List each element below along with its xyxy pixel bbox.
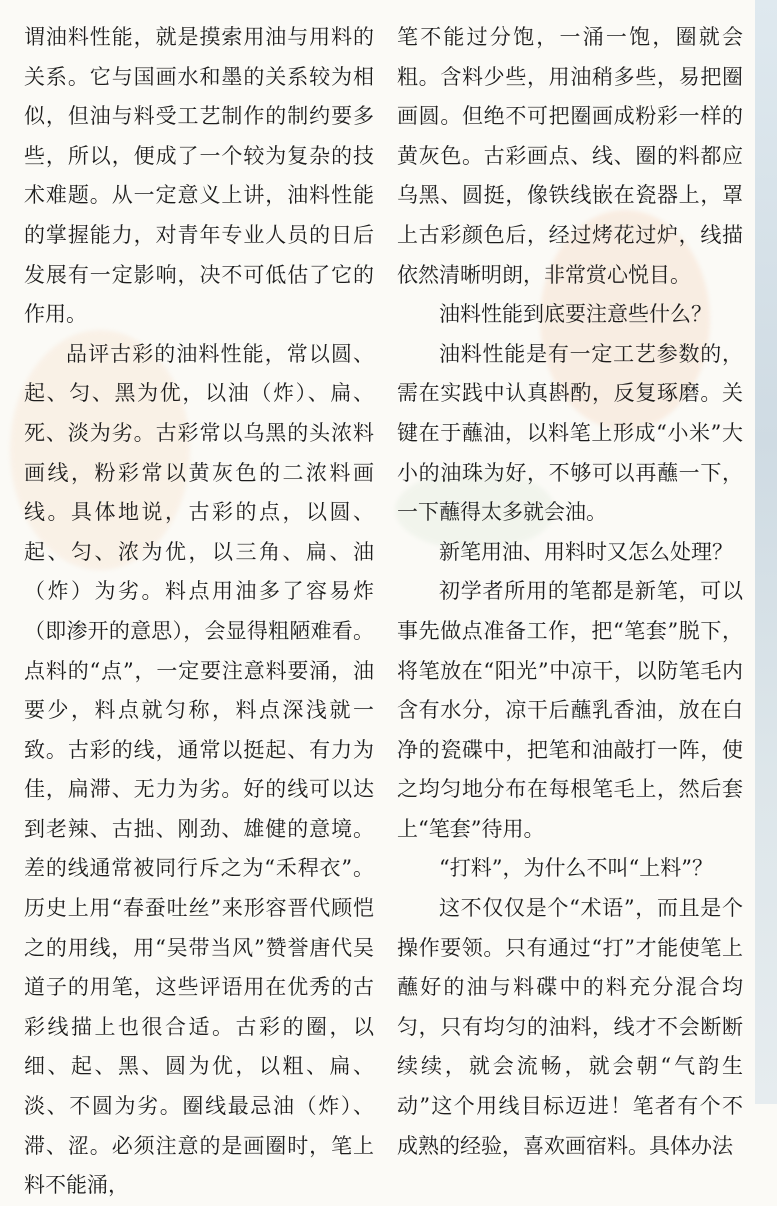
paragraph: 初学者所用的笔都是新笔，可以事先做点准备工作，把“笔套”脱下，将笔放在“阳光”中凉干，以防笔毛内含有水分，凉干后蘸乳香油，放在白净的瓷碟中，把笔和油敲打一阵，使之均匀地分布在每根笔毛上，然后套上“笔套”待用。 <box>397 579 743 841</box>
right-text-column <box>397 18 743 1166</box>
left-text-column <box>24 18 374 1206</box>
paragraph: 品评古彩的油料性能，常以圆、起、匀、黑为优，以油（炸）、扁、死、淡为劣。古彩常以乌黑的头浓料画线，粉彩常以黄灰色的二浓料画线。具体地说，古彩的点，以圆、起、匀、浓为优，以三角、扁、油（炸）为劣。料点用油多了容易炸（即渗开的意思），会显得粗陋难看。点料的“点”，一定要注意料要涌，油要少，料点就匀称，料点深浅就一致。古彩的线，通常以挺起、有力为佳，扁滞、无力为劣。好的线可以达到老辣、古拙、刚劲、雄健的意境。差的线通常被同行斥之为“禾稈衣”。历史上用“春蚕吐丝”来形容晋代顾恺之的用线，用“吴带当风”赞誉唐代吴道子的用笔，这些评语用在优秀的古彩线描上也很合适。古彩的圈，以细、起、黑、圆为优，以粗、扁、淡、不圆为劣。圈线最忌油（炸）、滞、涩。必须注意的是画圈时，笔上料不能涌， <box>24 341 374 1198</box>
question-heading: “打料”，为什么不叫“上料”？ <box>439 856 713 881</box>
question-heading: 油料性能到底要注意些什么？ <box>439 302 712 327</box>
paragraph: 这不仅仅是个“术语”，而且是个操作要领。只有通过“打”才能使笔上蘸好的油与料碟中的料充分混合均匀，只有均匀的油料，线才不会断断续续，就会流畅，就会朝“气韵生动”这个用线目标迈进！笔者有个不成熟的经验，喜欢画宿料。具体办法 <box>397 896 743 1158</box>
paragraph-continued: 谓油料性能，就是摸索用油与用料的关系。它与国画水和墨的关系较为相似，但油与料受工艺制作的制约要多些，所以，便成了一个较为复杂的技术难题。从一定意义上讲，油料性能的掌握能力，对青年专业人员的日后发展有一定影响，决不可低估了它的作用。 <box>24 25 374 327</box>
page-edge-strip <box>755 0 777 1104</box>
paragraph-continued: 笔不能过分饱，一涌一饱，圈就会粗。含料少些，用油稍多些，易把圈画圆。但绝不可把圈画成粉彩一样的黄灰色。古彩画点、线、圈的料都应乌黑、圆挺，像铁线嵌在瓷器上，罩上古彩颜色后，经过烤花过炉，线描依然清晰明朗，非常赏心悦目。 <box>397 25 743 287</box>
question-heading: 新笔用油、用料时又怎么处理？ <box>439 539 733 564</box>
paragraph: 油料性能是有一定工艺参数的，需在实践中认真斟酌，反复琢磨。关键在于蘸油，以料笔上形成“小米”大小的油珠为好，不够可以再蘸一下，一下蘸得太多就会油。 <box>397 341 743 525</box>
